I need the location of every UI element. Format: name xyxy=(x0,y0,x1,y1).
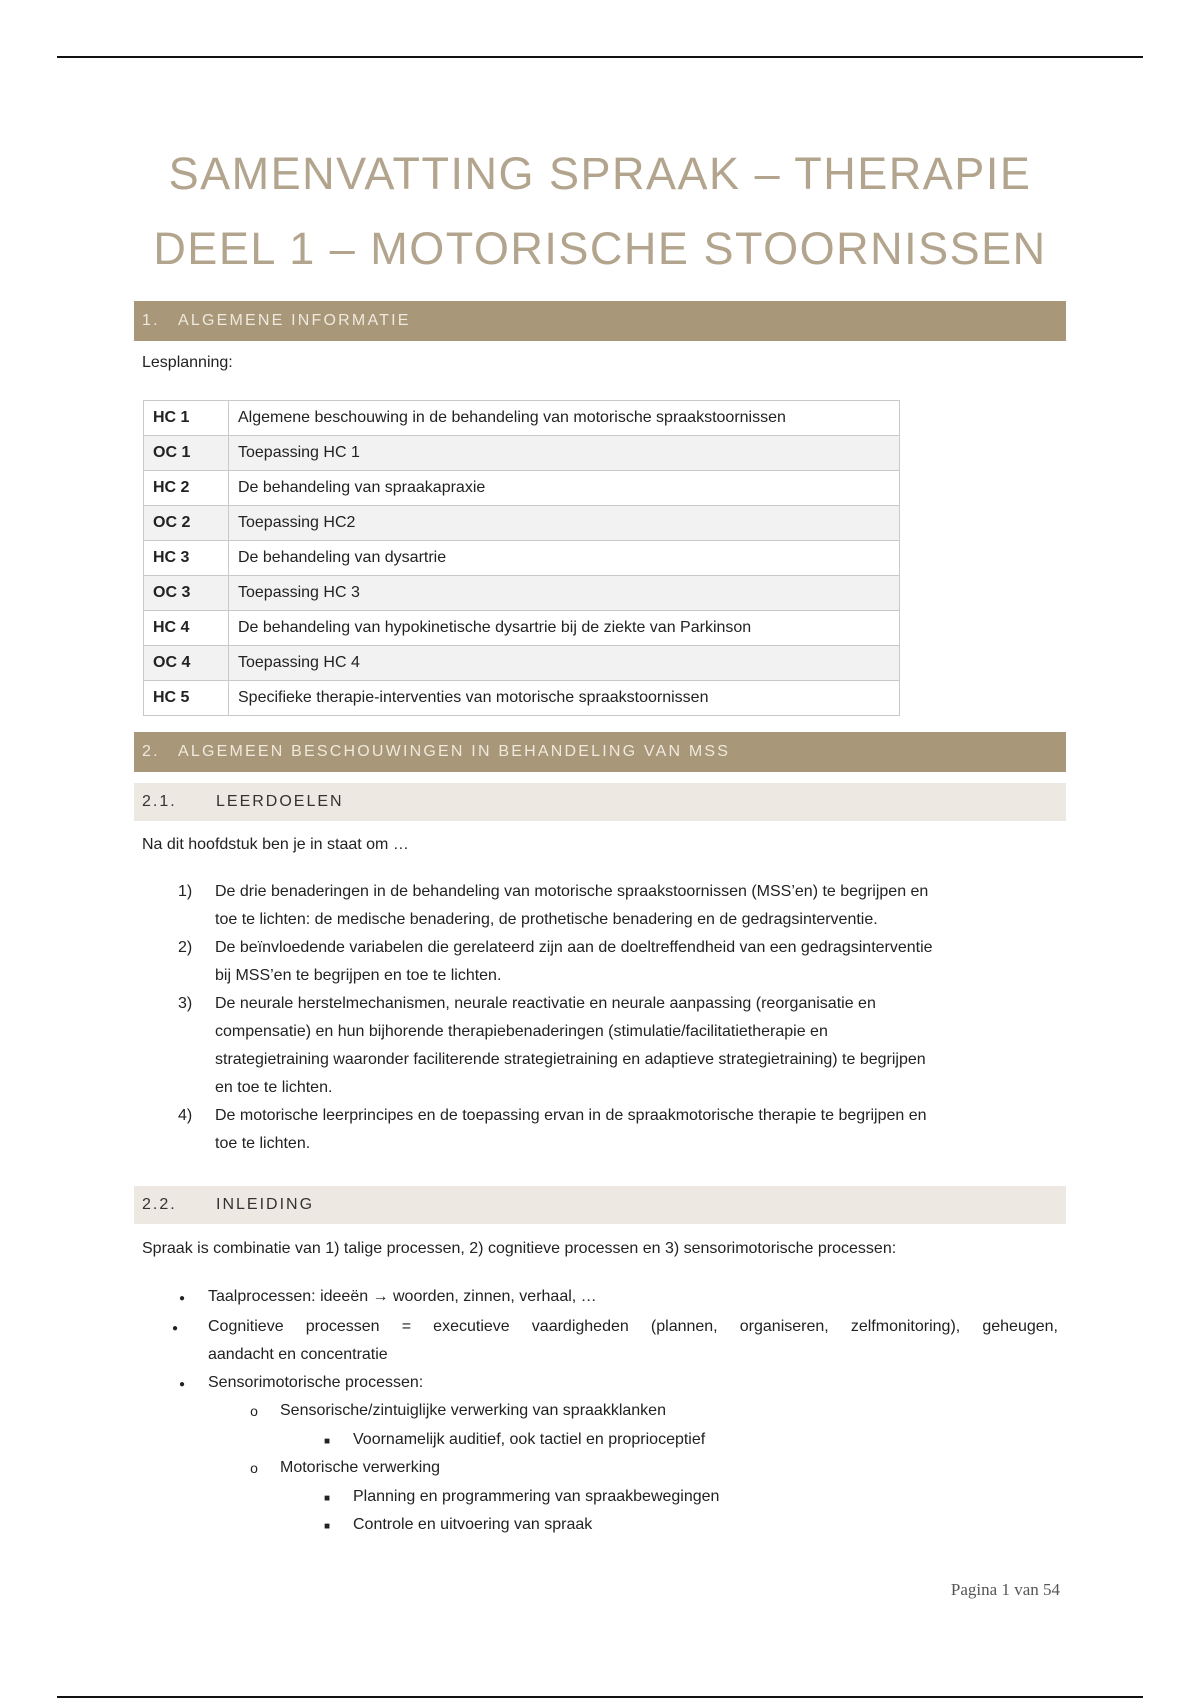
bullet-text: Planning en programmering van spraakbewegingen xyxy=(353,1488,720,1505)
goal-line: strategietraining waaronder faciliterende strategietraining en adaptieve strategietraining) te begrijpen xyxy=(215,1051,926,1068)
goal-line: De beïnvloedende variabelen die gerelateerd zijn aan de doeltreffendheid van een gedragsinterventie xyxy=(215,939,933,956)
page-number: Pagina 1 van 54 xyxy=(950,1580,1060,1599)
list-item xyxy=(142,878,1062,934)
list-item-continuation: aandacht en concentratie xyxy=(208,1346,388,1363)
lesplanning-label: Lesplanning: xyxy=(142,354,233,371)
list-item xyxy=(142,1102,1062,1158)
list-number: 1) xyxy=(178,883,193,900)
document-title-line1: SAMENVATTING SPRAAK – THERAPIE xyxy=(168,148,1032,199)
bullet-icon xyxy=(172,1369,192,1399)
circle-bullet-icon xyxy=(244,1454,264,1483)
list-number: 4) xyxy=(178,1107,193,1124)
bullet-text: Sensorische/zintuiglijke verwerking van spraakklanken xyxy=(280,1402,666,1419)
list-number: 3) xyxy=(178,995,193,1012)
goal-line: De drie benaderingen in de behandeling van motorische spraakstoornissen (MSS’en) te begrijpen en xyxy=(215,883,929,900)
square-bullet-icon xyxy=(317,1483,337,1513)
list-item xyxy=(142,934,1062,990)
subsection-number: 2.1. xyxy=(142,793,177,810)
document-title-line2: DEEL 1 – MOTORISCHE STOORNISSEN xyxy=(153,223,1047,274)
bullet-text: Cognitieve processen = executieve vaardigheden (plannen, organiseren, zelfmonitoring), geheugen, xyxy=(208,1318,1058,1335)
goal-line: compensatie) en hun bijhorende therapiebenaderingen (stimulatie/facilitatietherapie en xyxy=(215,1023,828,1040)
lesson-code: HC 2 xyxy=(144,471,229,506)
subsection-number: 2.2. xyxy=(142,1196,177,1213)
list-item xyxy=(353,1511,592,1539)
section-title: ALGEMEEN BESCHOUWINGEN IN BEHANDELING VAN MSS xyxy=(178,743,731,760)
lesson-topic: De behandeling van hypokinetische dysartrie bij de ziekte van Parkinson xyxy=(229,611,900,646)
section-title: ALGEMENE INFORMATIE xyxy=(178,312,411,329)
square-bullet-icon xyxy=(317,1511,337,1541)
list-item xyxy=(280,1397,666,1425)
lesson-code: HC 1 xyxy=(144,401,229,436)
lesson-topic: Toepassing HC2 xyxy=(229,506,900,541)
leerdoelen-list xyxy=(142,878,1062,1158)
list-item xyxy=(353,1483,719,1511)
list-item xyxy=(208,1369,423,1397)
goal-line: toe te lichten: de medische benadering, de prothetische benadering en de gedragsinterventie. xyxy=(215,911,878,928)
subsection-title: LEERDOELEN xyxy=(216,793,344,810)
lesson-code: HC 3 xyxy=(144,541,229,576)
circle-bullet-icon xyxy=(244,1397,264,1426)
square-bullet-icon xyxy=(317,1426,337,1456)
section-number: 2. xyxy=(142,743,160,760)
goal-line: bij MSS’en te begrijpen en toe te lichten. xyxy=(215,967,502,984)
lesson-topic: Toepassing HC 1 xyxy=(229,436,900,471)
list-number: 2) xyxy=(178,939,193,956)
goal-line: De motorische leerprincipes en de toepassing ervan in de spraakmotorische therapie te begrijpen en xyxy=(215,1107,927,1124)
goal-line: De neurale herstelmechanismen, neurale reactivatie en neurale aanpassing (reorganisatie en xyxy=(215,995,876,1012)
bullet-text: Taalprocessen: ideeën → woorden, zinnen, verhaal, … xyxy=(208,1288,597,1305)
list-item xyxy=(280,1454,440,1482)
list-item xyxy=(353,1426,705,1454)
lesson-code: OC 4 xyxy=(144,646,229,681)
lesson-topic: Algemene beschouwing in de behandeling van motorische spraakstoornissen xyxy=(229,401,900,436)
lesson-topic: De behandeling van spraakapraxie xyxy=(229,471,900,506)
lesplanning-table xyxy=(143,400,900,716)
lesson-topic: Toepassing HC 4 xyxy=(229,646,900,681)
subsection-heading-inleiding xyxy=(134,1186,1066,1224)
table-row xyxy=(144,611,900,646)
bullet-text: Voornamelijk auditief, ook tactiel en proprioceptief xyxy=(353,1431,706,1448)
bullet-text: Sensorimotorische processen: xyxy=(208,1374,424,1391)
bullet-text: Controle en uitvoering van spraak xyxy=(353,1516,593,1533)
leerdoelen-intro: Na dit hoofdstuk ben je in staat om … xyxy=(142,836,409,853)
lesson-code: HC 5 xyxy=(144,681,229,716)
list-item xyxy=(142,990,1062,1102)
lesson-code: OC 1 xyxy=(144,436,229,471)
footer-rule xyxy=(57,1696,1143,1698)
goal-line: toe te lichten. xyxy=(215,1135,311,1152)
header-rule xyxy=(57,56,1143,58)
table-row xyxy=(144,471,900,506)
table-row xyxy=(144,681,900,716)
section-heading-algemeen-beschouwingen xyxy=(134,732,1066,772)
table-row xyxy=(144,436,900,471)
bullet-icon xyxy=(172,1283,192,1313)
lesson-code: OC 3 xyxy=(144,576,229,611)
bullet-icon xyxy=(172,1313,192,1343)
inleiding-intro: Spraak is combinatie van 1) talige processen, 2) cognitieve processen en 3) sensorimotorische processen: xyxy=(142,1240,897,1257)
subsection-title: INLEIDING xyxy=(216,1196,315,1213)
goal-line: en toe te lichten. xyxy=(215,1079,333,1096)
lesson-topic: Specifieke therapie-interventies van motorische spraakstoornissen xyxy=(229,681,900,716)
table-row xyxy=(144,576,900,611)
lesson-code: OC 2 xyxy=(144,506,229,541)
list-item xyxy=(208,1313,1058,1341)
lesson-topic: Toepassing HC 3 xyxy=(229,576,900,611)
lesson-topic: De behandeling van dysartrie xyxy=(229,541,900,576)
section-heading-algemene-informatie xyxy=(134,301,1066,341)
table-row xyxy=(144,541,900,576)
lesson-code: HC 4 xyxy=(144,611,229,646)
subsection-heading-leerdoelen xyxy=(134,783,1066,821)
bullet-text: Motorische verwerking xyxy=(280,1459,441,1476)
table-row xyxy=(144,401,900,436)
section-number: 1. xyxy=(142,312,160,329)
table-row xyxy=(144,506,900,541)
list-item xyxy=(208,1283,597,1311)
table-row xyxy=(144,646,900,681)
